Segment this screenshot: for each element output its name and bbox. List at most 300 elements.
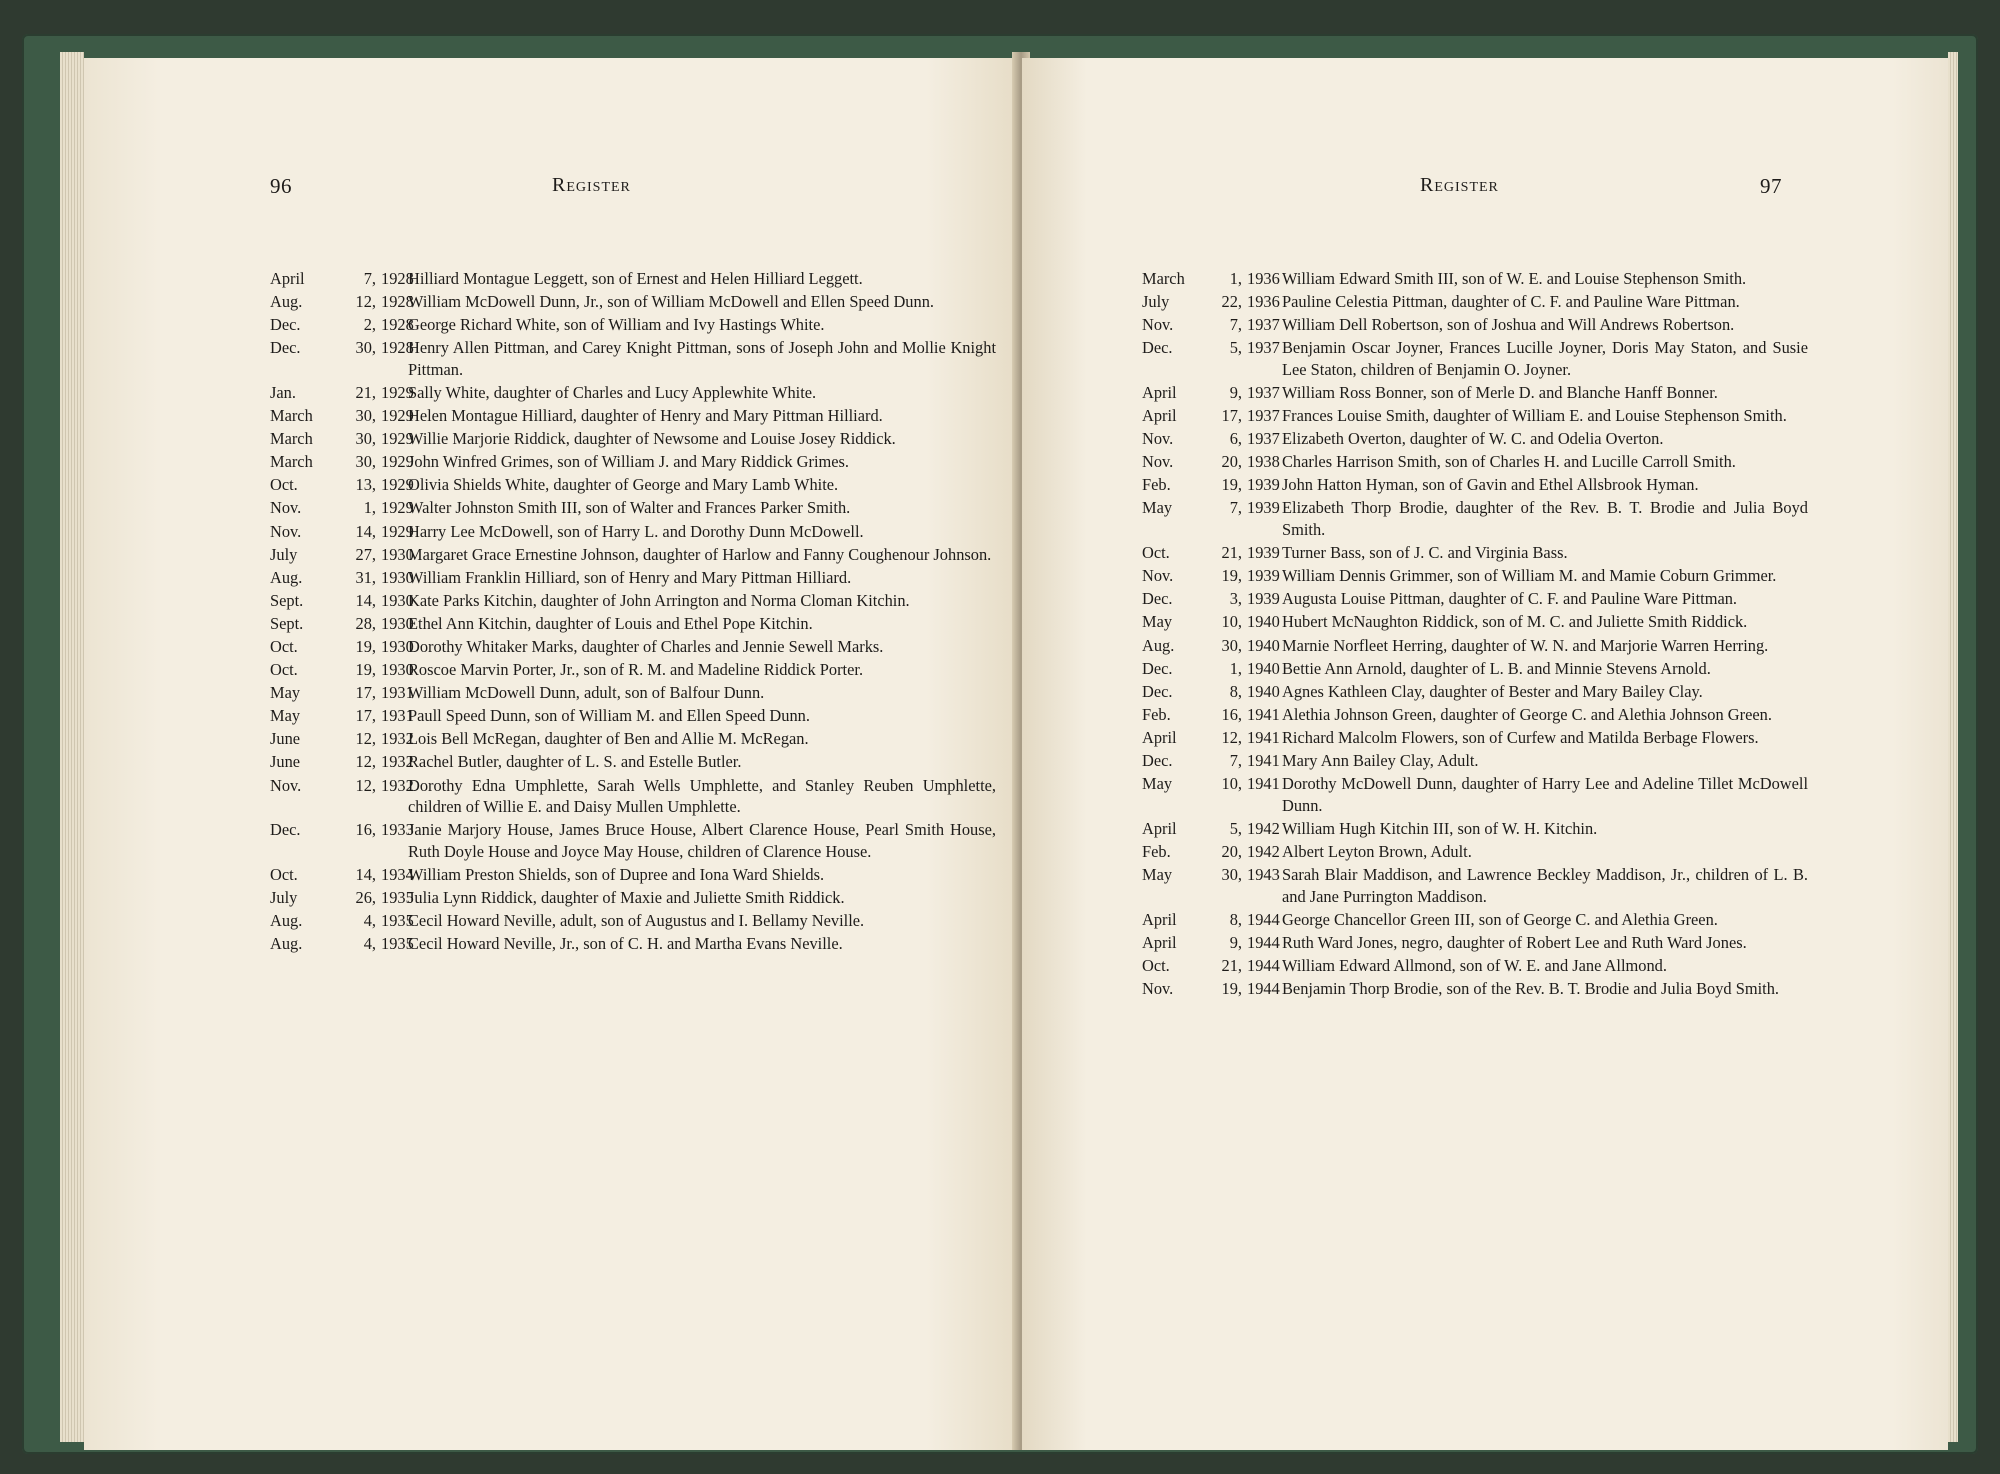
register-entry bbox=[1142, 428, 1808, 450]
register-entry bbox=[270, 567, 996, 589]
entry-date bbox=[270, 382, 414, 404]
entry-year: 1939 bbox=[1247, 498, 1280, 518]
entry-year: 1939 bbox=[1247, 543, 1280, 563]
entry-month: July bbox=[270, 544, 298, 564]
entry-date bbox=[1142, 841, 1282, 863]
entry-month: Oct. bbox=[270, 475, 298, 495]
entry-day: 7, bbox=[1229, 498, 1242, 518]
entry-date bbox=[1142, 497, 1282, 540]
entry-text: Dorothy Whitaker Marks, daughter of Charles and Jennie Sewell Marks. bbox=[408, 637, 884, 656]
entry-year: 1930 bbox=[381, 590, 414, 610]
entry-text: William Edward Allmond, son of W. E. and Jane Allmond. bbox=[1282, 955, 1667, 975]
entry-day: 16, bbox=[1221, 704, 1242, 724]
entry-date bbox=[1142, 681, 1282, 703]
entry-date bbox=[270, 567, 414, 589]
entry-year: 1939 bbox=[1247, 566, 1280, 586]
entry-text: Cecil Howard Neville, Jr., son of C. H. and Martha Evans Neville. bbox=[408, 934, 843, 954]
entry-year: 1931 bbox=[381, 706, 414, 726]
entry-year: 1929 bbox=[381, 498, 414, 518]
entry-text: Helen Montague Hilliard, daughter of Henry and Mary Pittman Hilliard. bbox=[408, 406, 883, 426]
entry-month: Nov. bbox=[270, 775, 302, 795]
entry-date bbox=[270, 775, 414, 818]
entry-day: 4, bbox=[363, 911, 376, 931]
entry-year: 1936 bbox=[1247, 292, 1280, 312]
entry-text: Walter Johnston Smith III, son of Walter and Frances Parker Smith. bbox=[408, 498, 851, 518]
entry-text: Charles Harrison Smith, son of Charles H. and Lucille Carroll Smith. bbox=[1282, 452, 1736, 472]
entry-month: April bbox=[1142, 909, 1177, 929]
entry-month: Aug. bbox=[1142, 635, 1175, 655]
entry-text: Paull Speed Dunn, son of William M. and Ellen Speed Dunn. bbox=[408, 706, 810, 726]
entry-year: 1934 bbox=[381, 864, 414, 884]
register-entry bbox=[1142, 909, 1808, 931]
entry-day: 7, bbox=[1229, 750, 1242, 770]
entry-year: 1939 bbox=[1247, 475, 1280, 495]
register-entry bbox=[1142, 864, 1808, 907]
entry-date bbox=[270, 428, 414, 450]
entry-date bbox=[1142, 955, 1282, 977]
entry-day: 30, bbox=[355, 406, 376, 426]
entry-date bbox=[1142, 658, 1282, 680]
entry-year: 1928 bbox=[381, 292, 414, 312]
entry-month: Dec. bbox=[1142, 658, 1173, 678]
entry-year: 1930 bbox=[381, 544, 414, 564]
entry-day: 21, bbox=[355, 382, 376, 402]
register-entry bbox=[1142, 704, 1808, 726]
entry-month: Oct. bbox=[270, 660, 298, 680]
register-entry bbox=[270, 405, 996, 427]
register-entry bbox=[270, 428, 996, 450]
register-entry bbox=[1142, 314, 1808, 336]
entry-day: 6, bbox=[1229, 429, 1242, 449]
entry-date bbox=[1142, 474, 1282, 496]
register-entry bbox=[270, 451, 996, 473]
entry-month: Sept. bbox=[270, 590, 304, 610]
entry-day: 30, bbox=[1221, 864, 1242, 884]
entry-year: 1944 bbox=[1247, 955, 1280, 975]
entry-day: 20, bbox=[1221, 841, 1242, 861]
entry-month: Dec. bbox=[270, 338, 301, 358]
right-register-entries bbox=[1142, 268, 1808, 1001]
entry-text: Hubert McNaughton Riddick, son of M. C. and Juliette Smith Riddick. bbox=[1282, 612, 1748, 632]
entry-day: 30, bbox=[355, 452, 376, 472]
register-entry bbox=[270, 268, 996, 290]
left-page-title: Register bbox=[552, 174, 631, 196]
entry-day: 12, bbox=[355, 292, 376, 312]
entry-date bbox=[270, 405, 414, 427]
entry-day: 30, bbox=[1221, 635, 1242, 655]
entry-date bbox=[1142, 773, 1282, 816]
entry-date bbox=[1142, 451, 1282, 473]
register-entry bbox=[270, 613, 996, 635]
entry-date bbox=[270, 659, 414, 681]
entry-day: 2, bbox=[363, 315, 376, 335]
entry-date bbox=[270, 613, 414, 635]
entry-day: 17, bbox=[355, 706, 376, 726]
entry-text: William Dennis Grimmer, son of William M. and Mamie Coburn Grimmer. bbox=[1282, 566, 1777, 586]
register-entry bbox=[1142, 588, 1808, 610]
entry-month: Aug. bbox=[270, 911, 303, 931]
entry-year: 1933 bbox=[381, 820, 414, 840]
entry-year: 1944 bbox=[1247, 932, 1280, 952]
entry-year: 1928 bbox=[381, 269, 414, 288]
register-entry bbox=[1142, 497, 1808, 540]
entry-date bbox=[270, 451, 414, 473]
entry-date bbox=[1142, 428, 1282, 450]
entry-year: 1944 bbox=[1247, 909, 1280, 929]
entry-day: 12, bbox=[355, 752, 376, 772]
entry-text: Margaret Grace Ernestine Johnson, daughter of Harlow and Fanny Coughenour Johnson. bbox=[408, 544, 992, 564]
entry-year: 1929 bbox=[381, 406, 414, 426]
entry-text: Dorothy Edna Umphlette, Sarah Wells Umphlette, and Stanley Reuben Umphlette, children of Willie E. and Daisy Mullen Umphlette. bbox=[408, 775, 996, 817]
entry-day: 31, bbox=[355, 567, 376, 587]
entry-date bbox=[1142, 291, 1282, 313]
register-entry bbox=[1142, 474, 1808, 496]
entry-year: 1938 bbox=[1247, 452, 1280, 472]
register-entry bbox=[270, 864, 996, 886]
entry-year: 1929 bbox=[381, 521, 414, 541]
entry-year: 1935 bbox=[381, 934, 414, 954]
register-entry bbox=[270, 314, 996, 336]
entry-day: 14, bbox=[355, 521, 376, 541]
entry-day: 1, bbox=[1229, 658, 1242, 678]
entry-month: April bbox=[1142, 727, 1177, 747]
register-entry bbox=[270, 521, 996, 543]
entry-month: April bbox=[1142, 382, 1177, 402]
entry-year: 1936 bbox=[1247, 269, 1280, 288]
entry-text: George Chancellor Green III, son of George C. and Alethia Green. bbox=[1282, 909, 1718, 929]
entry-month: Aug. bbox=[270, 292, 303, 312]
entry-date bbox=[270, 728, 414, 750]
entry-year: 1937 bbox=[1247, 338, 1280, 358]
entry-text: William Preston Shields, son of Dupree and Iona Ward Shields. bbox=[408, 864, 825, 884]
entry-day: 21, bbox=[1221, 955, 1242, 975]
entry-year: 1941 bbox=[1247, 704, 1280, 724]
register-entry bbox=[270, 819, 996, 862]
entry-date bbox=[270, 474, 414, 496]
entry-year: 1930 bbox=[381, 637, 414, 656]
entry-date bbox=[270, 544, 414, 566]
entry-year: 1940 bbox=[1247, 658, 1280, 678]
entry-year: 1940 bbox=[1247, 635, 1280, 655]
entry-month: June bbox=[270, 729, 301, 749]
entry-text: William Dell Robertson, son of Joshua and Will Andrews Robertson. bbox=[1282, 315, 1735, 335]
entry-text: Henry Allen Pittman, and Carey Knight Pittman, sons of Joseph John and Mollie Knight Pittman. bbox=[408, 338, 996, 379]
entry-month: Nov. bbox=[270, 521, 302, 541]
entry-month: Feb. bbox=[1142, 841, 1171, 861]
entry-day: 22, bbox=[1221, 292, 1242, 312]
register-entry bbox=[270, 705, 996, 727]
entry-day: 17, bbox=[1221, 406, 1242, 426]
entry-day: 30, bbox=[355, 429, 376, 449]
entry-date bbox=[1142, 405, 1282, 427]
entry-date bbox=[1142, 909, 1282, 931]
entry-text: William Edward Smith III, son of W. E. and Louise Stephenson Smith. bbox=[1282, 269, 1747, 288]
entry-text: Marnie Norfleet Herring, daughter of W. N. and Marjorie Warren Herring. bbox=[1282, 635, 1769, 655]
entry-date bbox=[1142, 750, 1282, 772]
entry-month: April bbox=[1142, 818, 1177, 838]
entry-date bbox=[270, 910, 414, 932]
register-entry bbox=[270, 887, 996, 909]
entry-text: Harry Lee McDowell, son of Harry L. and Dorothy Dunn McDowell. bbox=[408, 521, 864, 541]
entry-year: 1944 bbox=[1247, 978, 1280, 998]
register-entry bbox=[270, 337, 996, 380]
entry-year: 1929 bbox=[381, 429, 414, 449]
register-entry bbox=[1142, 337, 1808, 380]
entry-month: July bbox=[270, 888, 298, 908]
entry-text: Augusta Louise Pittman, daughter of C. F. and Pauline Ware Pittman. bbox=[1282, 589, 1738, 609]
entry-date bbox=[1142, 978, 1282, 1000]
register-entry bbox=[1142, 291, 1808, 313]
entry-text: Turner Bass, son of J. C. and Virginia Bass. bbox=[1282, 543, 1568, 563]
entry-month: Feb. bbox=[1142, 704, 1171, 724]
entry-text: John Hatton Hyman, son of Gavin and Ethel Allsbrook Hyman. bbox=[1282, 475, 1699, 495]
entry-year: 1931 bbox=[381, 683, 414, 703]
right-page bbox=[1022, 58, 1948, 1450]
register-entry bbox=[1142, 681, 1808, 703]
entry-month: May bbox=[1142, 774, 1173, 794]
entry-month: Jan. bbox=[270, 382, 296, 402]
entry-year: 1929 bbox=[381, 452, 414, 472]
entry-day: 9, bbox=[1229, 932, 1242, 952]
entry-day: 12, bbox=[355, 775, 376, 795]
entry-text: Benjamin Oscar Joyner, Frances Lucille Joyner, Doris May Staton, and Susie Lee Staton, children of Benjamin O. Joyner. bbox=[1282, 338, 1808, 379]
entry-text: Sarah Blair Maddison, and Lawrence Beckley Maddison, Jr., children of L. B. and Jane Purrington Maddison. bbox=[1282, 864, 1808, 906]
entry-day: 7, bbox=[1229, 315, 1242, 335]
entry-day: 19, bbox=[1221, 475, 1242, 495]
right-page-number: 97 bbox=[1760, 174, 1782, 198]
entry-text: Ruth Ward Jones, negro, daughter of Robert Lee and Ruth Ward Jones. bbox=[1282, 932, 1747, 952]
entry-year: 1929 bbox=[381, 382, 414, 402]
entry-month: Feb. bbox=[1142, 475, 1171, 495]
entry-year: 1940 bbox=[1247, 612, 1280, 632]
entry-month: Oct. bbox=[1142, 543, 1170, 563]
register-entry bbox=[1142, 658, 1808, 680]
entry-year: 1941 bbox=[1247, 750, 1280, 770]
entry-year: 1932 bbox=[381, 775, 414, 795]
register-entry bbox=[1142, 451, 1808, 473]
entry-date bbox=[1142, 565, 1282, 587]
entry-month: March bbox=[270, 452, 313, 472]
entry-text: Benjamin Thorp Brodie, son of the Rev. B. T. Brodie and Julia Boyd Smith. bbox=[1282, 978, 1779, 998]
entry-text: Elizabeth Overton, daughter of W. C. and Odelia Overton. bbox=[1282, 429, 1664, 449]
entry-day: 8, bbox=[1229, 681, 1242, 701]
left-page bbox=[84, 58, 1020, 1450]
entry-month: Sept. bbox=[270, 613, 304, 633]
entry-text: Kate Parks Kitchin, daughter of John Arrington and Norma Cloman Kitchin. bbox=[408, 590, 910, 610]
entry-month: Nov. bbox=[1142, 978, 1174, 998]
entry-date bbox=[270, 497, 414, 519]
entry-date bbox=[1142, 704, 1282, 726]
entry-year: 1937 bbox=[1247, 382, 1280, 402]
register-entry bbox=[270, 933, 996, 955]
entry-day: 27, bbox=[355, 544, 376, 564]
entry-text: Albert Leyton Brown, Adult. bbox=[1282, 841, 1472, 861]
entry-text: Agnes Kathleen Clay, daughter of Bester and Mary Bailey Clay. bbox=[1282, 681, 1703, 701]
entry-day: 14, bbox=[355, 590, 376, 610]
entry-day: 13, bbox=[355, 475, 376, 495]
entry-day: 19, bbox=[1221, 978, 1242, 998]
entry-date bbox=[270, 864, 414, 886]
entry-month: May bbox=[1142, 612, 1173, 632]
entry-day: 19, bbox=[1221, 566, 1242, 586]
entry-date bbox=[1142, 635, 1282, 657]
entry-year: 1942 bbox=[1247, 841, 1280, 861]
register-entry bbox=[270, 910, 996, 932]
register-entry bbox=[270, 291, 996, 313]
entry-year: 1939 bbox=[1247, 589, 1280, 609]
entry-month: April bbox=[1142, 932, 1177, 952]
entry-day: 17, bbox=[355, 683, 376, 703]
entry-day: 26, bbox=[355, 888, 376, 908]
entry-year: 1941 bbox=[1247, 727, 1280, 747]
entry-year: 1928 bbox=[381, 315, 414, 335]
register-entry bbox=[270, 474, 996, 496]
entry-month: April bbox=[1142, 406, 1177, 426]
entry-date bbox=[1142, 542, 1282, 564]
entry-date bbox=[1142, 932, 1282, 954]
entry-month: Dec. bbox=[1142, 750, 1173, 770]
entry-date bbox=[270, 705, 414, 727]
register-entry bbox=[1142, 773, 1808, 816]
entry-text: Mary Ann Bailey Clay, Adult. bbox=[1282, 750, 1479, 770]
entry-date bbox=[270, 682, 414, 704]
entry-text: William McDowell Dunn, adult, son of Balfour Dunn. bbox=[408, 683, 765, 703]
entry-month: Dec. bbox=[270, 820, 301, 840]
entry-year: 1928 bbox=[381, 338, 414, 358]
entry-month: Aug. bbox=[270, 567, 303, 587]
entry-day: 19, bbox=[355, 637, 376, 656]
register-entry bbox=[270, 751, 996, 773]
entry-date bbox=[270, 819, 414, 862]
entry-year: 1941 bbox=[1247, 774, 1280, 794]
entry-year: 1930 bbox=[381, 660, 414, 680]
entry-text: Richard Malcolm Flowers, son of Curfew and Matilda Berbage Flowers. bbox=[1282, 727, 1759, 747]
entry-date bbox=[1142, 611, 1282, 633]
entry-text: Alethia Johnson Green, daughter of George C. and Alethia Johnson Green. bbox=[1282, 704, 1772, 724]
entry-date bbox=[270, 887, 414, 909]
entry-day: 5, bbox=[1229, 338, 1242, 358]
entry-day: 8, bbox=[1229, 909, 1242, 929]
entry-day: 9, bbox=[1229, 382, 1242, 402]
entry-year: 1942 bbox=[1247, 818, 1280, 838]
entry-day: 1, bbox=[363, 498, 376, 518]
entry-day: 19, bbox=[355, 660, 376, 680]
entry-text: Rachel Butler, daughter of L. S. and Estelle Butler. bbox=[408, 752, 742, 772]
entry-date bbox=[270, 636, 414, 658]
entry-text: Frances Louise Smith, daughter of William E. and Louise Stephenson Smith. bbox=[1282, 406, 1787, 426]
register-entry bbox=[1142, 565, 1808, 587]
entry-year: 1930 bbox=[381, 613, 414, 633]
register-entry bbox=[1142, 727, 1808, 749]
register-entry bbox=[270, 659, 996, 681]
entry-text: Bettie Ann Arnold, daughter of L. B. and Minnie Stevens Arnold. bbox=[1282, 658, 1711, 678]
entry-day: 16, bbox=[355, 820, 376, 840]
entry-month: May bbox=[1142, 498, 1173, 518]
entry-date bbox=[1142, 588, 1282, 610]
register-entry bbox=[270, 382, 996, 404]
entry-text: Lois Bell McRegan, daughter of Ben and Allie M. McRegan. bbox=[408, 729, 809, 749]
entry-day: 28, bbox=[355, 613, 376, 633]
register-entry bbox=[1142, 405, 1808, 427]
register-entry bbox=[1142, 932, 1808, 954]
entry-month: Oct. bbox=[270, 864, 298, 884]
entry-month: Oct. bbox=[1142, 955, 1170, 975]
register-entry bbox=[270, 728, 996, 750]
entry-text: Cecil Howard Neville, adult, son of Augustus and I. Bellamy Neville. bbox=[408, 911, 865, 931]
entry-year: 1943 bbox=[1247, 864, 1280, 884]
entry-month: Dec. bbox=[270, 315, 301, 335]
entry-month: May bbox=[270, 706, 301, 726]
left-register-entries bbox=[270, 268, 996, 956]
entry-date bbox=[270, 751, 414, 773]
entry-month: March bbox=[270, 429, 313, 449]
register-entry bbox=[270, 544, 996, 566]
entry-year: 1930 bbox=[381, 567, 414, 587]
entry-month: May bbox=[1142, 864, 1173, 884]
entry-month: March bbox=[270, 406, 313, 426]
entry-month: June bbox=[270, 752, 301, 772]
register-entry bbox=[1142, 268, 1808, 290]
entry-month: Nov. bbox=[1142, 429, 1174, 449]
entry-year: 1940 bbox=[1247, 681, 1280, 701]
entry-month: May bbox=[270, 683, 301, 703]
entry-day: 30, bbox=[355, 338, 376, 358]
entry-date bbox=[1142, 727, 1282, 749]
register-entry bbox=[1142, 611, 1808, 633]
entry-month: Nov. bbox=[1142, 452, 1174, 472]
entry-day: 14, bbox=[355, 864, 376, 884]
left-page-edges bbox=[60, 52, 84, 1442]
register-entry bbox=[1142, 635, 1808, 657]
register-entry bbox=[1142, 978, 1808, 1000]
entry-day: 4, bbox=[363, 934, 376, 954]
entry-text: Ethel Ann Kitchin, daughter of Louis and Ethel Pope Kitchin. bbox=[408, 613, 813, 633]
entry-date bbox=[1142, 382, 1282, 404]
entry-date bbox=[1142, 864, 1282, 907]
register-entry bbox=[1142, 382, 1808, 404]
entry-month: Nov. bbox=[1142, 566, 1174, 586]
entry-text: Janie Marjory House, James Bruce House, Albert Clarence House, Pearl Smith House, Ruth Doyle House and Joyce May House, children of Clarence House. bbox=[408, 820, 996, 861]
entry-date bbox=[270, 291, 414, 313]
entry-text: Olivia Shields White, daughter of George and Mary Lamb White. bbox=[408, 475, 839, 495]
register-entry bbox=[1142, 818, 1808, 840]
entry-text: George Richard White, son of William and Ivy Hastings White. bbox=[408, 315, 825, 335]
entry-month: Aug. bbox=[270, 934, 303, 954]
entry-date bbox=[270, 337, 414, 380]
entry-year: 1935 bbox=[381, 911, 414, 931]
entry-month: Dec. bbox=[1142, 338, 1173, 358]
entry-text: William McDowell Dunn, Jr., son of William McDowell and Ellen Speed Dunn. bbox=[408, 292, 934, 312]
entry-text: Roscoe Marvin Porter, Jr., son of R. M. and Madeline Riddick Porter. bbox=[408, 660, 864, 680]
entry-day: 12, bbox=[1221, 727, 1242, 747]
entry-year: 1935 bbox=[381, 888, 414, 908]
entry-text: Pauline Celestia Pittman, daughter of C. F. and Pauline Ware Pittman. bbox=[1282, 292, 1740, 312]
entry-date bbox=[1142, 268, 1282, 290]
entry-month: Oct. bbox=[270, 637, 298, 656]
register-entry bbox=[1142, 750, 1808, 772]
entry-text: Willie Marjorie Riddick, daughter of Newsome and Louise Josey Riddick. bbox=[408, 429, 896, 449]
entry-text: John Winfred Grimes, son of William J. and Mary Riddick Grimes. bbox=[408, 452, 850, 472]
entry-text: Hilliard Montague Leggett, son of Ernest and Helen Hilliard Leggett. bbox=[408, 269, 863, 288]
register-entry bbox=[1142, 841, 1808, 863]
right-page-title: Register bbox=[1420, 174, 1499, 196]
entry-day: 7, bbox=[363, 269, 376, 288]
register-entry bbox=[270, 636, 996, 658]
entry-date bbox=[1142, 337, 1282, 380]
register-entry bbox=[270, 590, 996, 612]
entry-date bbox=[270, 521, 414, 543]
register-entry bbox=[270, 682, 996, 704]
